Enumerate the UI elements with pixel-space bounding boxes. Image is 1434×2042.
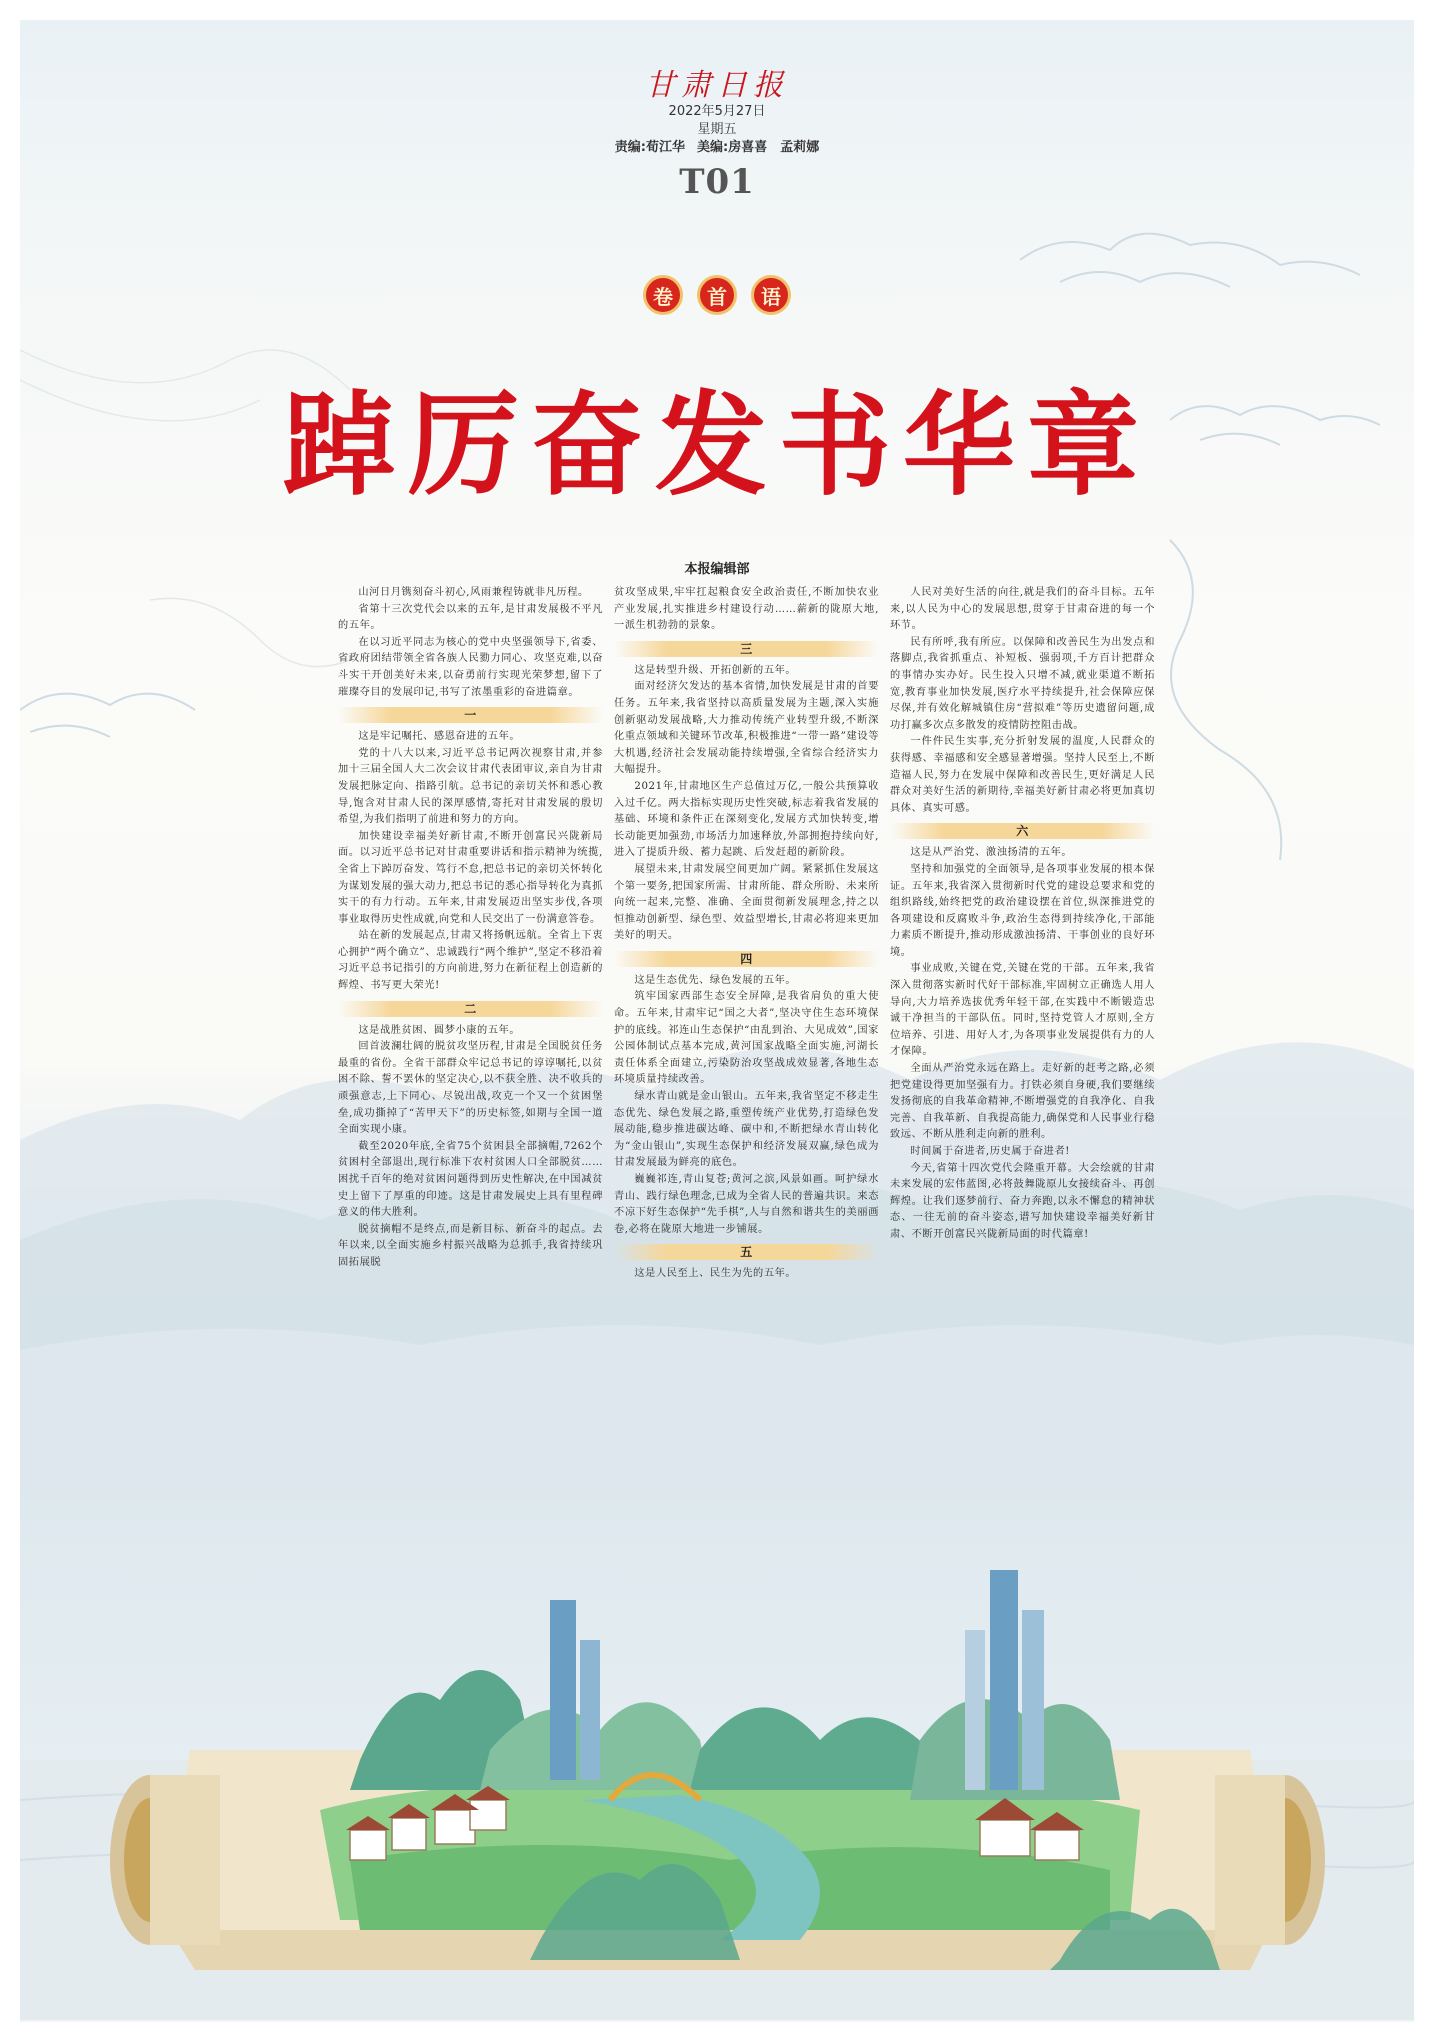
kicker-char-2: 首 (697, 275, 737, 315)
byline: 本报编辑部 (684, 562, 750, 577)
paragraph: 回首波澜壮阔的脱贫攻坚历程,甘肃是全国脱贫任务最重的省份。全省干部群众牢记总书记的谆谆嘱托,以贫困不除、誓不罢休的坚定决心,以不获全胜、决不收兵的顽强意志,上下同心、尽锐出战,攻克一个又一个贫困堡垒,成功撕掉了“苦甲天下”的历史标签,如期与全国一道全面实现小康。 (338, 1041, 603, 1136)
page-number: T01 (679, 162, 755, 202)
paragraph: 面对经济欠发达的基本省情,加快发展是甘肃的首要任务。五年来,我省坚持以高质量发展为主题,深入实施创新驱动发展战略,大力推动传统产业转型升级,不断深化重点领域和关键环节改革,积极推进“一带一路”建设等大机遇,经济社会发展动能持续增强,全省综合经济实力大幅提升。 (614, 681, 879, 776)
paragraph: 展望未来,甘肃发展空间更加广阔。紧紧抓住发展这个第一要务,把国家所需、甘肃所能、群众所盼、未来所向统一起来,完整、准确、全面贯彻新发展理念,持之以恒推动创新型、绿色型、效益型增长,甘肃必将迎来更加美好的明天。 (614, 863, 879, 942)
article-column-2 (614, 585, 879, 1283)
paragraph: 巍巍祁连,青山复苍;黄河之滨,风景如画。呵护绿水青山、践行绿色理念,已成为全省人民的普遍共识。来态不凉下好生态保护“先手棋”,人与自然和谐共生的美丽画卷,必将在陇原大地进一步铺展。 (614, 1174, 879, 1235)
section-heading: 五 (614, 1244, 879, 1260)
paragraph: 时间属于奋进者,历史属于奋进者! (910, 1146, 1070, 1157)
paragraph: 山河日月镌刻奋斗初心,风雨兼程铸就非凡历程。 (358, 587, 589, 598)
paragraph: 今天,省第十四次党代会隆重开幕。大会绘就的甘肃未来发展的宏伟蓝图,必将鼓舞陇原儿女接续奋斗、再创辉煌。让我们逐梦前行、奋力奔跑,以永不懈怠的精神状态、一往无前的奋斗姿态,谱写加快建设幸福美好新甘肃、不断开创富民兴陇新局面的时代篇章! (890, 1162, 1155, 1240)
paragraph: 这是生态优先、绿色发展的五年。 (634, 974, 797, 986)
paragraph: 一件件民生实事,充分折射发展的温度,人民群众的获得感、幸福感和安全感显著增强。坚持人民至上,不断造福人民,努力在发展中保障和改善民生,更好满足人民群众对美好生活的新期待,幸福美好新甘肃必将更加真切具体、真实可感。 (890, 736, 1155, 814)
paragraph: 这是战胜贫困、圆梦小康的五年。 (358, 1024, 521, 1036)
paragraph: 脱贫摘帽不是终点,而是新目标、新奋斗的起点。去年以来,以全面实施乡村振兴战略为总抓手,我省持续巩固拓展脱 (338, 1223, 603, 1268)
kicker-char-3: 语 (751, 275, 791, 315)
paragraph: 党的十八大以来,习近平总书记两次视察甘肃,并参加十三届全国人大二次会议甘肃代表团审议,亲自为甘肃发展把脉定向、指路引航。总书记的亲切关怀和悉心教导,饱含对甘肃人民的深厚感情,寄托对甘肃发展的殷切希望,为我们指明了前进和努力的方向。 (338, 747, 603, 826)
section-kicker (20, 275, 1414, 315)
paragraph: 加快建设幸福美好新甘肃,不断开创富民兴陇新局面。以习近平总书记对甘肃重要讲话和指示精神为统揽,全省上下踔厉奋发、笃行不怠,把总书记的亲切关怀转化为谋划发展的强大动力,把总书记的悉心指导转化为真抓实干的有力行动。五年来,甘肃发展迈出坚实步伐,各项事业取得历史性成就,向党和人民交出了一份满意答卷。 (338, 830, 603, 925)
paragraph: 绿水青山就是金山银山。五年来,我省坚定不移走生态优先、绿色发展之路,重塑传统产业优势,打造绿色发展动能,稳步推进碳达峰、碳中和,不断把绿水青山转化为“金山银山”,实现生态保护和经济发展双赢,绿色成为甘肃发展最为鲜亮的底色。 (614, 1091, 879, 1169)
kicker-char-1: 卷 (643, 275, 683, 315)
paragraph: 在以习近平同志为核心的党中央坚强领导下,省委、省政府团结带领全省各族人民勠力同心、攻坚克难,以奋斗实干开创美好未来,以奋勇前行实现光荣梦想,留下了璀璨夺目的发展印记,书写了浓墨重彩的奋进篇章。 (338, 636, 603, 698)
issue-weekday: 星期五 (697, 122, 737, 137)
paragraph: 2021年,甘肃地区生产总值过万亿,一般公共预算收入过千亿。两大指标实现历史性突破,标志着我省发展的基础、环境和条件正在深刻变化,发展方式加快转变,增长动能更加强劲,市场活力加速释放,外部拥抱持续向好,进入了提质升级、蓄力起跳、后发赶超的新阶段。 (614, 780, 879, 859)
paragraph: 省第十三次党代会以来的五年,是甘肃发展极不平凡的五年。 (338, 603, 603, 632)
article-column-1 (338, 585, 603, 1272)
paragraph: 民有所呼,我有所应。以保障和改善民生为出发点和落脚点,我省抓重点、补短板、强弱项,千方百计把群众的事情办实办好。民生投入只增不减,就业渠道不断拓宽,教育事业加快发展,医疗水平持续提升,社会保障应保尽保,并有效化解城镇住房“营拟难”等历史遗留问题,成功打赢多次点多散发的疫情防控阻击战。 (890, 636, 1155, 731)
paragraph: 贫攻坚成果,牢牢扛起粮食安全政治责任,不断加快农业产业发展,扎实推进乡村建设行动……薪新的陇原大地,一派生机勃勃的景象。 (614, 587, 879, 632)
paragraph: 截至2020年底,全省75个贫困县全部摘帽,7262个贫困村全部退出,现行标准下农村贫困人口全部脱贫……困扰千百年的绝对贫困问题得到历史性解决,在中国减贫史上留下了厚重的印迹。这是甘肃发展史上具有里程碑意义的伟大胜利。 (338, 1140, 603, 1219)
section-heading: 一 (338, 707, 603, 723)
section-heading: 四 (614, 951, 879, 967)
paragraph: 人民对美好生活的向往,就是我们的奋斗目标。五年来,以人民为中心的发展思想,贯穿于甘肃奋进的每一个环节。 (890, 587, 1155, 632)
paragraph: 筑牢国家西部生态安全屏障,是我省肩负的重大使命。五年来,甘肃牢记“国之大者”,坚决守住生态环境保护的底线。祁连山生态保护“由乱到治、大见成效”,国家公园体制试点基本完成,黄河国家战略全面实施,河湖长责任体系全面建立,污染防治攻坚战成效显著,各地生态环境质量持续改善。 (614, 991, 879, 1086)
section-heading: 三 (614, 641, 879, 657)
paragraph: 事业成败,关键在党,关键在党的干部。五年来,我省深入贯彻落实新时代好干部标准,牢固树立正确选人用人导向,大力培养选拔优秀年轻干部,在实践中不断锻造忠诚干净担当的干部队伍。同时,坚持党管人才原则,全方位培养、引进、用好人才,为各项事业发展提供有力的人才保障。 (890, 963, 1155, 1058)
paragraph: 这是从严治党、激浊扬清的五年。 (910, 847, 1073, 859)
paragraph: 站在新的发展起点,甘肃又将扬帆远航。全省上下衷心拥护“两个确立”、忠诚践行“两个维护”,坚定不移沿着习近平总书记指引的方向前进,努力在新征程上创造新的辉煌、书写更大荣光! (338, 930, 603, 992)
article-column-3 (890, 585, 1155, 1244)
headline: 踔厉奋发书华章 (283, 380, 1151, 511)
scroll-landscape-illustration (20, 1500, 1414, 2020)
editor-credits (20, 136, 1414, 155)
section-heading: 二 (338, 1001, 603, 1017)
designer: 美编:房喜喜 孟莉娜 (697, 140, 820, 155)
editor: 责编:荀江华 (614, 140, 685, 155)
paragraph: 全面从严治党永远在路上。走好新的赶考之路,必须把党建设得更加坚强有力。打铁必须自身硬,我们要继续发扬彻底的自我革命精神,不断增强党的自我净化、自我完善、自我革新、自我提高能力,确保党和人民事业行稳致远、不断从胜利走向新的胜利。 (890, 1063, 1155, 1141)
paragraph: 坚持和加强党的全面领导,是各项事业发展的根本保证。五年来,我省深入贯彻新时代党的建设总要求和党的组织路线,始终把党的政治建设摆在首位,纵深推进党的各项建设和反腐败斗争,政治生态得到持续净化,干部能力素质不断提升,推动形成激浊扬清、干事创业的良好环境。 (890, 863, 1155, 958)
newspaper-logo: 甘肃日报 (645, 68, 789, 103)
section-heading: 六 (890, 823, 1155, 839)
paragraph: 这是牢记嘱托、感恩奋进的五年。 (358, 731, 521, 743)
issue-date: 2022年5月27日 (668, 104, 766, 119)
paragraph: 这是人民至上、民生为先的五年。 (634, 1268, 797, 1280)
paragraph: 这是转型升级、开拓创新的五年。 (634, 664, 797, 676)
newspaper-page (20, 20, 1414, 2022)
